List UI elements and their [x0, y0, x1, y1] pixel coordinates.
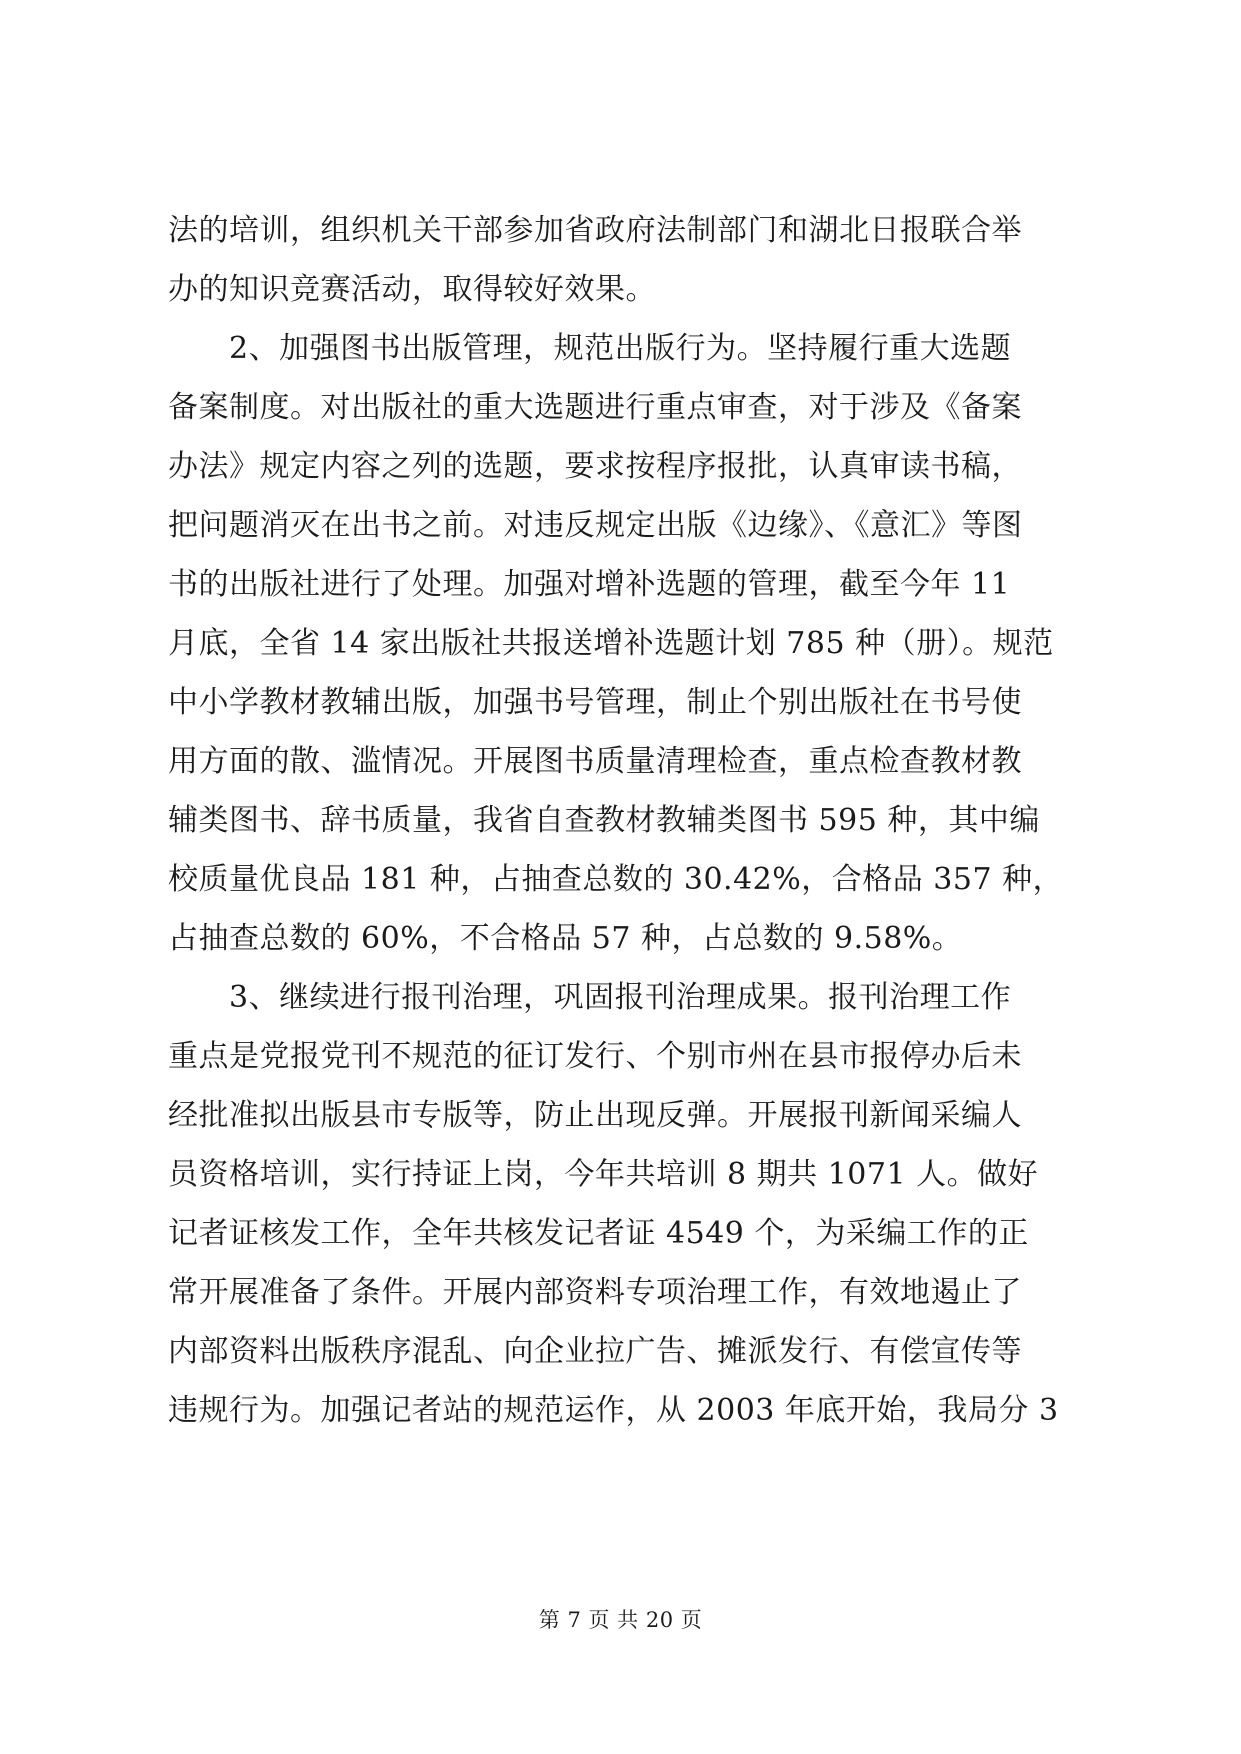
text-line: 常开展准备了条件。开展内部资料专项治理工作，有效地遏止了 — [168, 1275, 1022, 1310]
page-number-footer: 第 7 页 共 20 页 — [538, 1608, 703, 1632]
text-line: 辅类图书、辞书质量，我省自查教材教辅类图书 595 种，其中编 — [168, 803, 1040, 838]
text-line: 员资格培训，实行持证上岗，今年共培训 8 期共 1071 人。做好 — [168, 1157, 1039, 1192]
text-line: 2、加强图书出版管理，规范出版行为。坚持履行重大选题 — [168, 331, 1012, 366]
text-line: 用方面的散、滥情况。开展图书质量清理检查，重点检查教材教 — [168, 744, 1022, 779]
text-line: 办法》规定内容之列的选题，要求按程序报批，认真审读书稿， — [168, 449, 1022, 484]
text-line: 占抽查总数的 60%，不合格品 57 种，占总数的 9.58%。 — [168, 921, 963, 956]
text-line: 月底，全省 14 家出版社共报送增补选题计划 785 种（册）。规范 — [168, 626, 1054, 661]
text-line: 经批准拟出版县市专版等，防止出现反弹。开展报刊新闻采编人 — [168, 1098, 1022, 1133]
text-line: 记者证核发工作，全年共核发记者证 4549 个，为采编工作的正 — [168, 1216, 1029, 1251]
text-line: 办的知识竞赛活动，取得较好效果。 — [168, 272, 656, 307]
text-line: 书的出版社进行了处理。加强对增补选题的管理，截至今年 11 — [168, 567, 1011, 602]
text-line: 把问题消灭在出书之前。对违反规定出版《边缘》、《意汇》等图 — [168, 508, 1023, 543]
text-line: 重点是党报党刊不规范的征订发行、个别市州在县市报停办后未 — [168, 1039, 1022, 1074]
text-line: 校质量优良品 181 种，占抽查总数的 30.42%，合格品 357 种， — [168, 862, 1064, 897]
text-line: 内部资料出版秩序混乱、向企业拉广告、摊派发行、有偿宣传等 — [168, 1334, 1022, 1369]
text-line: 备案制度。对出版社的重大选题进行重点审查，对于涉及《备案 — [168, 390, 1022, 425]
text-line: 违规行为。加强记者站的规范运作，从 2003 年底开始，我局分 3 — [168, 1393, 1059, 1428]
text-line: 法的培训，组织机关干部参加省政府法制部门和湖北日报联合举 — [168, 213, 1022, 248]
text-line: 中小学教材教辅出版，加强书号管理，制止个别出版社在书号使 — [168, 685, 1022, 720]
text-line: 3、继续进行报刊治理，巩固报刊治理成果。报刊治理工作 — [168, 980, 1012, 1015]
